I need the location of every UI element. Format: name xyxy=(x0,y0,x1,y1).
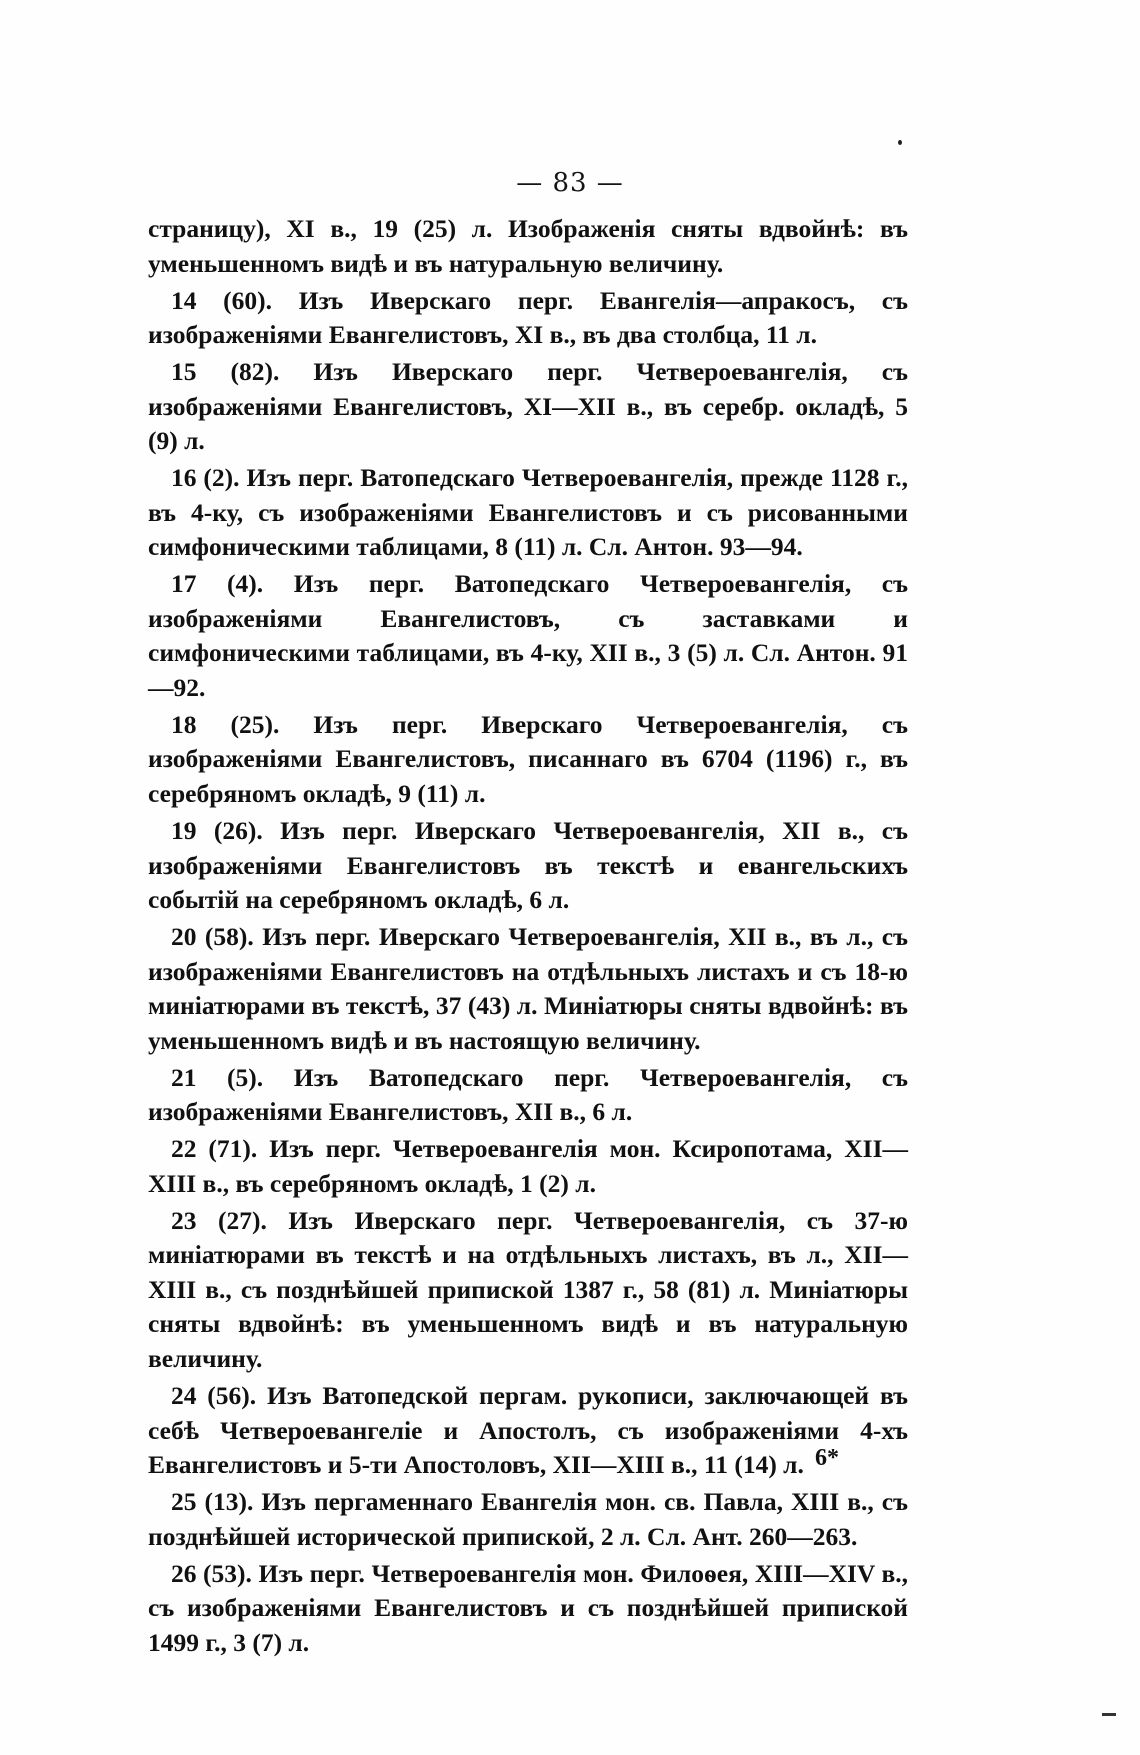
scan-mark xyxy=(1102,1713,1116,1716)
entry-21: 21 (5). Изъ Ватопедскаго перг. Четвероевангелія, съ изображеніями Евангелистовъ, XII в., 6 л. xyxy=(148,1062,908,1127)
entry-26: 26 (53). Изъ перг. Четвероевангелія мон. Филоѳея, XIII—XIV в., съ изображеніями Евангелистовъ и съ позднѣйшей припиской 1499 г., 3 (7) л. xyxy=(148,1558,908,1657)
entry-24: 24 (56). Изъ Ватопедской пергам. рукописи, заключающей въ себѣ Четвероевангеліе и Апостолъ, съ изображеніями 4-хъ Евангелистовъ и 5-ти Апостоловъ, XII—XIII в., 11 (14) л. xyxy=(148,1381,908,1480)
entry-25: 25 (13). Изъ пергаменнаго Евангелія мон. св. Павла, XIII в., съ позднѣйшей исторической припиской, 2 л. Сл. Ант. 260—263. xyxy=(148,1487,908,1551)
speck-mark xyxy=(898,140,902,145)
entry-17: 17 (4). Изъ перг. Ватопедскаго Четвероевангелія, съ изображеніями Евангелистовъ, съ заставками и симфоническими таблицами, въ 4-ку, XII в., 3 (5) л. Сл. Антон. 91—92. xyxy=(148,569,908,702)
page-number: — 83 — xyxy=(516,168,624,198)
page-body xyxy=(148,212,908,1663)
signature-mark: 6* xyxy=(815,1445,839,1471)
entry-19: 19 (26). Изъ перг. Иверскаго Четвероевангелія, XII в., съ изображеніями Евангелистовъ въ текстѣ и евангельскихъ событій на серебряномъ окладѣ, 6 л. xyxy=(148,816,908,915)
entry-15: 15 (82). Изъ Иверскаго перг. Четвероевангелія, съ изображеніями Евангелистовъ, XI—XII в., въ серебр. окладѣ, 5 (9) л. xyxy=(148,357,908,456)
entry-22: 22 (71). Изъ перг. Четвероевангелія мон. Ксиропотама, XII—XIII в., въ серебряномъ окладѣ, 1 (2) л. xyxy=(148,1134,908,1198)
entry-16: 16 (2). Изъ перг. Ватопедскаго Четвероевангелія, прежде 1128 г., въ 4-ку, съ изображеніями Евангелистовъ и съ рисованными симфоническими таблицами, 8 (11) л. Сл. Антон. 93—94. xyxy=(148,463,908,562)
entry-23: 23 (27). Изъ Иверскаго перг. Четвероевангелія, съ 37-ю миніатюрами въ текстѣ и на отдѣльныхъ листахъ, въ л., XII—XIII в., съ позднѣйшей припиской 1387 г., 58 (81) л. Миніатюры сняты вдвойнѣ: въ уменьшенномъ видѣ и въ натуральную величину. xyxy=(148,1205,908,1373)
entry-18: 18 (25). Изъ перг. Иверскаго Четвероевангелія, съ изображеніями Евангелистовъ, писаннаго въ 6704 (1196) г., въ серебряномъ окладѣ, 9 (11) л. xyxy=(148,709,908,808)
continuation-paragraph: страницу), XI в., 19 (25) л. Изображенія сняты вдвойнѣ: въ уменьшенномъ видѣ и въ натуральную величину. xyxy=(148,214,908,278)
entry-20: 20 (58). Изъ перг. Иверскаго Четвероевангелія, XII в., въ л., съ изображеніями Евангелистовъ на отдѣльныхъ листахъ и съ 18-ю миніатюрами въ текстѣ, 37 (43) л. Миніатюры сняты вдвойнѣ: въ уменьшенномъ видѣ и въ настоящую величину. xyxy=(148,922,908,1055)
entry-14: 14 (60). Изъ Иверскаго перг. Евангелія—апракосъ, съ изображеніями Евангелистовъ, XI в., въ два столбца, 11 л. xyxy=(148,285,908,350)
